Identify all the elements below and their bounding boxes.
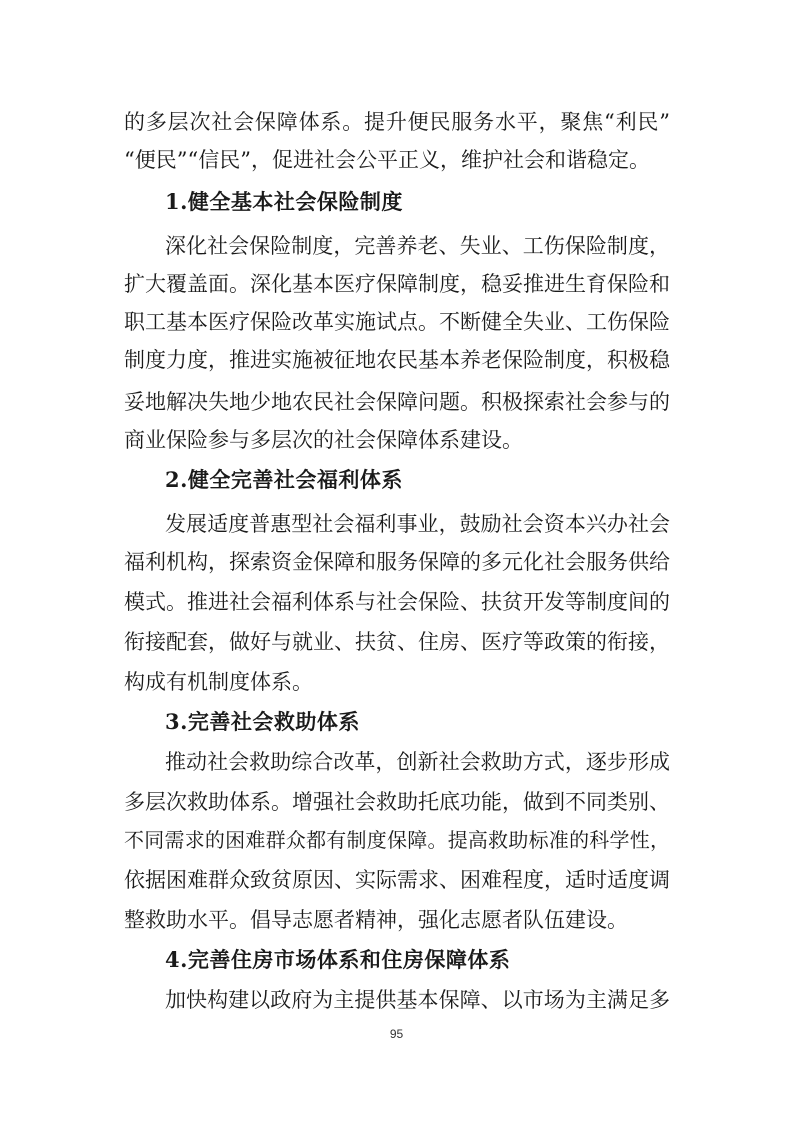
section-heading: 1.健全基本社会保险制度	[165, 189, 403, 214]
section-heading: 3.完善社会救助体系	[165, 709, 360, 734]
body-line: 的多层次社会保障体系。提升便民服务水平，聚焦“利民”	[124, 110, 670, 134]
body-line: 不同需求的困难群众都有制度保障。提高救助标准的科学性，	[124, 828, 670, 852]
body-line: 推动社会救助综合改革，创新社会救助方式，逐步形成	[165, 750, 670, 774]
body-line: 多层次救助体系。增强社会救助托底功能，做到不同类别、	[124, 790, 670, 814]
body-line: 职工基本医疗保险改革实施试点。不断健全失业、工伤保险	[124, 310, 670, 334]
section-heading: 4.完善住房市场体系和住房保障体系	[165, 947, 511, 972]
body-line: “便民”“信民”，促进社会公平正义，维护社会和谐稳定。	[124, 148, 650, 172]
body-line: 加快构建以政府为主提供基本保障、以市场为主满足多	[165, 988, 670, 1012]
body-line: 扩大覆盖面。深化基本医疗保障制度，稳妥推进生育保险和	[124, 272, 670, 296]
body-line: 深化社会保险制度，完善养老、失业、工伤保险制度，	[165, 234, 670, 258]
body-line: 模式。推进社会福利体系与社会保险、扶贫开发等制度间的	[124, 590, 670, 614]
body-line: 制度力度，推进实施被征地农民基本养老保险制度，积极稳	[124, 348, 670, 372]
body-line: 构成有机制度体系。	[124, 670, 313, 694]
section-heading: 2.健全完善社会福利体系	[165, 467, 403, 492]
body-line: 整救助水平。倡导志愿者精神，强化志愿者队伍建设。	[124, 908, 628, 932]
body-line: 依据困难群众致贫原因、实际需求、困难程度，适时适度调	[124, 868, 670, 892]
body-line: 衔接配套，做好与就业、扶贫、住房、医疗等政策的衔接，	[124, 630, 670, 654]
body-line: 发展适度普惠型社会福利事业，鼓励社会资本兴办社会	[165, 512, 670, 536]
body-line: 福利机构，探索资金保障和服务保障的多元化社会服务供给	[124, 550, 670, 574]
body-line: 妥地解决失地少地农民社会保障问题。积极探索社会参与的	[124, 390, 670, 414]
page-number: 95	[389, 1027, 404, 1041]
body-line: 商业保险参与多层次的社会保障体系建设。	[124, 428, 523, 452]
